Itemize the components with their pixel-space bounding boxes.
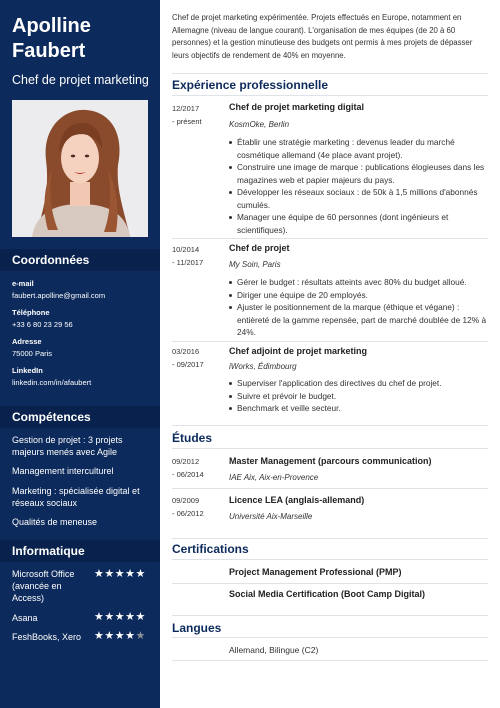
- job-title: Chef de projet marketing: [12, 73, 149, 87]
- rating-stars: [94, 630, 146, 642]
- address-value: 75000 Paris: [12, 349, 53, 358]
- date-end: - présent: [172, 117, 202, 126]
- linkedin-label: LinkedIn: [12, 366, 43, 375]
- candidate-name: [12, 14, 152, 64]
- star-filled-icon: ★: [125, 611, 136, 623]
- job-role: Chef de projet marketing digital: [229, 102, 365, 112]
- bullet-item: Établir une stratégie marketing : devenus leader du marché cosmétique allemand (4e place avant projet).: [229, 136, 491, 161]
- date-end: - 09/2017: [172, 360, 204, 369]
- job-dates: [172, 102, 224, 128]
- date-start: 09/2009: [172, 496, 200, 505]
- bullet-item: Benchmark et veille secteur.: [229, 402, 491, 415]
- job-dates: [172, 345, 224, 371]
- divider: [172, 583, 488, 584]
- profile-photo: [12, 100, 148, 237]
- star-filled-icon: ★: [94, 630, 105, 642]
- job-company: My Soin, Paris: [229, 260, 281, 269]
- divider: [172, 538, 488, 539]
- certification-item: Project Management Professional (PMP): [229, 567, 402, 577]
- date-start: 12/2017: [172, 104, 200, 113]
- bullet-item: Ajuster le positionnement de la marque (éthique et végane) : entièreté de la gamme repensée, part de marché doublée de 12% à 24%.: [229, 301, 491, 339]
- it-skill-name: FeshBooks, Xero: [12, 632, 82, 642]
- date-end: - 06/2014: [172, 470, 204, 479]
- bullet-item: Diriger une équipe de 20 employés.: [229, 289, 491, 302]
- contact-section-title: Coordonnées: [0, 249, 160, 271]
- bullet-item: Suivre et prévoir le budget.: [229, 390, 491, 403]
- bullet-item: Gérer le budget : résultats atteints avec 80% du budget alloué.: [229, 276, 491, 289]
- divider: [172, 425, 488, 426]
- date-start: 09/2012: [172, 457, 200, 466]
- divider: [172, 448, 488, 449]
- job-bullets: [229, 276, 491, 339]
- skill-item: Gestion de projet : 3 projets majeurs menés avec Agile: [12, 435, 123, 457]
- divider: [172, 559, 488, 560]
- skills-section-title: Compétences: [0, 406, 160, 428]
- star-filled-icon: ★: [125, 630, 136, 642]
- star-filled-icon: ★: [125, 568, 136, 580]
- languages-section-title: Langues: [172, 621, 222, 635]
- it-section-title: Informatique: [0, 540, 160, 562]
- certifications-section-title: Certifications: [172, 542, 249, 556]
- divider: [172, 615, 488, 616]
- education-dates: [172, 494, 224, 520]
- job-bullets: [229, 377, 491, 415]
- job-dates: [172, 243, 224, 269]
- star-filled-icon: ★: [114, 568, 126, 580]
- date-start: 03/2016: [172, 347, 200, 356]
- address-label: Adresse: [12, 337, 42, 346]
- star-filled-icon: ★: [94, 611, 105, 623]
- job-role: Chef adjoint de projet marketing: [229, 346, 368, 356]
- divider: [172, 238, 488, 239]
- degree: Master Management (parcours communication): [229, 456, 432, 466]
- email-value[interactable]: faubert.apolline@gmail.com: [12, 291, 106, 300]
- education-section-title: Études: [172, 431, 213, 445]
- phone-value[interactable]: +33 6 80 23 29 56: [12, 320, 73, 329]
- first-name: Apolline: [12, 15, 91, 37]
- star-filled-icon: ★: [114, 630, 126, 642]
- date-end: - 06/2012: [172, 509, 204, 518]
- bullet-item: Manager une équipe de 60 personnes (dont ingénieurs et scientifiques).: [229, 211, 491, 236]
- job-role: Chef de projet: [229, 243, 290, 253]
- rating-stars: [94, 568, 146, 580]
- job-bullets: [229, 136, 491, 236]
- star-filled-icon: ★: [94, 568, 105, 580]
- skill-item: Marketing : spécialisée digital et réseaux sociaux: [12, 486, 140, 508]
- star-empty-icon: ★: [135, 630, 146, 642]
- divider: [172, 95, 488, 96]
- divider: [172, 488, 488, 489]
- star-filled-icon: ★: [104, 611, 115, 623]
- degree: Licence LEA (anglais-allemand): [229, 495, 365, 505]
- bullet-item: Superviser l'application des directives du chef de projet.: [229, 377, 491, 390]
- phone-label: Téléphone: [12, 308, 50, 317]
- divider: [172, 341, 488, 342]
- job-company: iWorks, Édimbourg: [229, 362, 297, 371]
- linkedin-link[interactable]: linkedin.com/in/afaubert: [12, 378, 92, 387]
- skill-item: Qualités de meneuse: [12, 517, 98, 527]
- divider: [172, 73, 488, 74]
- star-filled-icon: ★: [135, 568, 146, 580]
- divider: [172, 637, 488, 638]
- it-skill-name: Asana: [12, 613, 38, 623]
- experience-section-title: Expérience professionnelle: [172, 78, 329, 92]
- bullet-item: Construire une image de marque : publications élogieuses dans les magazines web et papier majeurs du pays.: [229, 161, 491, 186]
- job-company: KosmOke, Berlin: [229, 120, 290, 129]
- last-name: Faubert: [12, 40, 86, 62]
- email-label: e-mail: [12, 279, 34, 288]
- certification-item: Social Media Certification (Boot Camp Digital): [229, 589, 426, 599]
- sidebar: [0, 0, 160, 708]
- skill-item: Management interculturel: [12, 466, 114, 476]
- it-skill-name: Microsoft Office (avancée en Access): [12, 569, 75, 603]
- star-filled-icon: ★: [104, 630, 115, 642]
- star-filled-icon: ★: [104, 568, 115, 580]
- school: Université Aix-Marseille: [229, 512, 313, 521]
- school: IAE Aix, Aix-en-Provence: [229, 473, 319, 482]
- education-dates: [172, 455, 224, 481]
- date-end: - 11/2017: [172, 258, 204, 267]
- star-filled-icon: ★: [135, 611, 146, 623]
- bullet-item: Développer les réseaux sociaux : de 50k à 1,5 millions d'abonnés cumulés.: [229, 186, 491, 211]
- portrait-illustration: [12, 100, 148, 237]
- date-start: 10/2014: [172, 245, 200, 254]
- profile-summary: Chef de projet marketing expérimentée. Projets effectués en Europe, notamment en Allemagne (niveau de langue courant). L'organisation de mes équipes (de 20 à 60 personnes) et la gestion minutieuse des budgets ont permis à mes projets de dépasser leurs objectifs de rendement de 40% en moyenne.: [172, 13, 473, 60]
- star-filled-icon: ★: [114, 611, 126, 623]
- rating-stars: [94, 611, 146, 623]
- language-item: Allemand, Bilingue (C2): [229, 645, 319, 655]
- divider: [172, 660, 488, 661]
